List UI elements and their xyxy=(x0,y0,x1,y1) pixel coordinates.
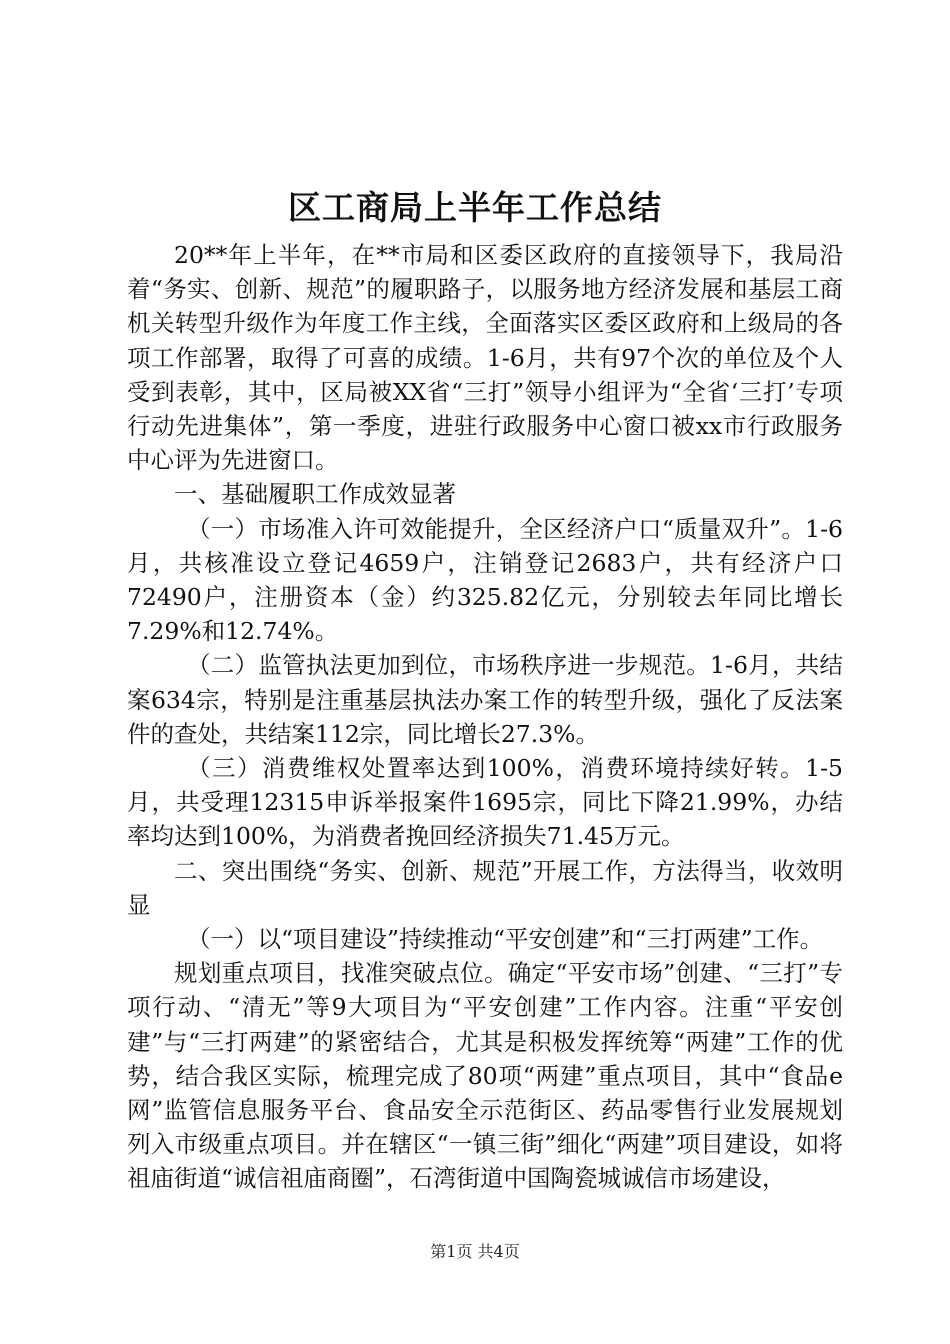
document-body xyxy=(127,238,843,1196)
page-footer: 第1页 共4页 xyxy=(430,1242,520,1261)
heading-section-1: 一、基础履职工作成效显著 xyxy=(174,480,456,509)
heading-section-2: 二、突出围绕“务实、创新、规范”开展工作，方法得当，收效明显 xyxy=(127,856,843,919)
paragraph-section-1-item-3: （三）消费维权处置率达到100%，消费环境持续好转。1-5月，共受理12315申诉举报案件1695宗，同比下降21.99%，办结率均达到100%，为消费者挽回经济损失71.45万元。 xyxy=(127,754,843,851)
paragraph-section-1-item-2: （二）监管执法更加到位，市场秩序进一步规范。1-6月，共结案634宗，特别是注重基层执法办案工作的转型升级，强化了反法案件的查处，共结案112宗，同比增长27.3%。 xyxy=(127,651,843,748)
paragraph-section-2-item-1: （一）以“项目建设”持续推动“平安创建”和“三打两建”工作。 xyxy=(187,925,824,954)
paragraph-intro: 20**年上半年，在**市局和区委区政府的直接领导下，我局沿着“务实、创新、规范”的履职路子，以服务地方经济发展和基层工商机关转型升级作为年度工作主线，全面落实区委区政府和上级局的各项工作部署，取得了可喜的成绩。1-6月，共有97个次的单位及个人受到表彰，其中，区局被XX省“三打”领导小组评为“全省‘三打’专项行动先进集体”，第一季度，进驻行政服务中心窗口被xx市行政服务中心评为先进窗口。 xyxy=(127,241,843,475)
document-title: 区工商局上半年工作总结 xyxy=(288,188,662,227)
paragraph-section-1-item-1: （一）市场准入许可效能提升，全区经济户口“质量双升”。1-6月，共核准设立登记4659户，注销登记2683户，共有经济户口72490户，注册资本（金）约325.82亿元，分别较去年同比增长7.29%和12.74%。 xyxy=(127,514,843,646)
paragraph-section-2-detail: 规划重点项目，找准突破点位。确定“平安市场”创建、“三打”专项行动、“清无”等9大项目为“平安创建”工作内容。注重“平安创建”与“三打两建”的紧密结合，尤其是积极发挥统筹“两建”工作的优势，结合我区实际，梳理完成了80项“两建”重点项目，其中“食品e网”监管信息服务平台、食品安全示范街区、药品零售行业发展规划列入市级重点项目。并在辖区“一镇三街”细化“两建”项目建设，如将祖庙街道“诚信祖庙商圈”，石湾街道中国陶瓷城诚信市场建设， xyxy=(127,959,843,1193)
